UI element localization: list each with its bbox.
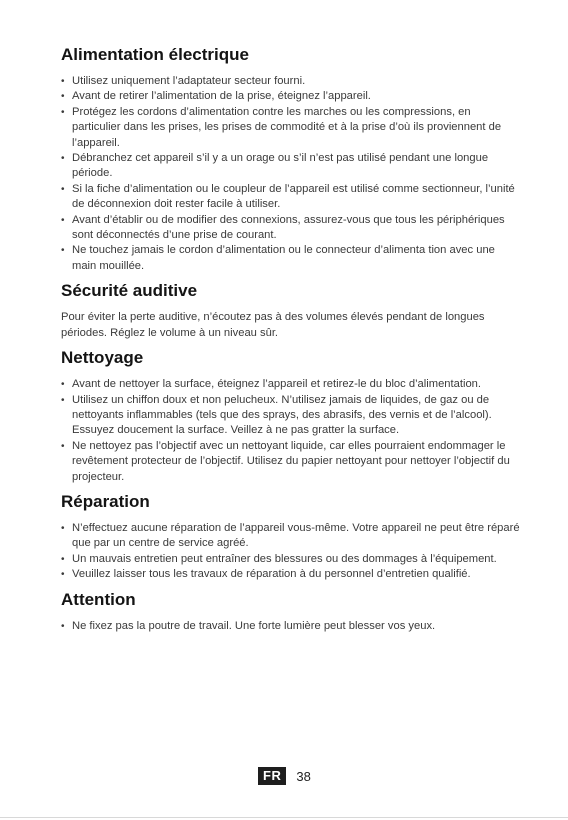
- bullet-list: [61, 74, 521, 274]
- page-number: 38: [296, 768, 311, 784]
- divider: [0, 817, 568, 818]
- section-cleaning: [61, 347, 521, 485]
- section-title: Attention: [61, 589, 136, 609]
- list-item: • Si la fiche d’alimentation ou le coupleur de l’appareil est utilisé comme sectionneur, l’unité de déconnexion doit rester facile à utiliser.: [61, 182, 521, 213]
- list-item: • Avant de retirer l’alimentation de la prise, éteignez l’appareil.: [61, 89, 521, 104]
- section-title: Sécurité auditive: [61, 281, 198, 301]
- language-badge: FR: [258, 767, 286, 785]
- page-footer: [258, 767, 311, 785]
- list-item: • Ne touchez jamais le cordon d’alimentation ou le connecteur d’alimenta tion avec une main mouillée.: [61, 243, 521, 274]
- section-repair: [61, 491, 521, 583]
- list-item: • Avant de nettoyer la surface, éteignez l’appareil et retirez-le du bloc d’alimentation.: [61, 377, 521, 392]
- list-item: • Ne nettoyez pas l’objectif avec un nettoyant liquide, car elles pourraient endommager le revêtement protecteur de l’objectif. Utilisez du papier nettoyant pour nettoyer l’objectif du projecteur.: [61, 439, 521, 485]
- list-item: • Débranchez cet appareil s’il y a un orage ou s’il n’est pas utilisé pendant une longue période.: [61, 151, 521, 182]
- section-title: Réparation: [61, 491, 150, 511]
- document-body: [61, 44, 521, 640]
- section-title: Alimentation électrique: [61, 45, 249, 64]
- section-hearing-safety: [61, 280, 521, 341]
- section-power: [61, 44, 521, 274]
- bullet-list: [61, 619, 521, 634]
- bullet-list: [61, 521, 521, 583]
- list-item: • Veuillez laisser tous les travaux de réparation à du personnel d’entretien qualifié.: [61, 567, 521, 582]
- list-item: • Ne fixez pas la poutre de travail. Une forte lumière peut blesser vos yeux.: [61, 619, 521, 634]
- list-item: • Utilisez uniquement l’adaptateur secteur fourni.: [61, 74, 521, 89]
- list-item: • Utilisez un chiffon doux et non pelucheux. N’utilisez jamais de liquides, de gaz ou de nettoyants inflammables (tels que des sprays, des abrasifs, des vernis et de l’alcool). Essuyez doucement la surface. Veillez à ne pas gratter la surface.: [61, 393, 521, 439]
- section-attention: [61, 589, 521, 634]
- list-item: • Avant d’établir ou de modifier des connexions, assurez-vous que tous les périphériques sont déconnectés d’une prise de courant.: [61, 213, 521, 244]
- section-title: Nettoyage: [61, 348, 144, 368]
- bullet-list: [61, 377, 521, 485]
- section-paragraph: Pour éviter la perte auditive, n’écoutez pas à des volumes élevés pendant de longues périodes. Réglez le volume à un niveau sûr.: [61, 311, 485, 339]
- list-item: • Protégez les cordons d’alimentation contre les marches ou les compressions, en particulier dans les prises, les prises de commodité et à la prise d’où ils proviennent de l’appareil.: [61, 105, 521, 151]
- list-item: • Un mauvais entretien peut entraîner des blessures ou des dommages à l’équipement.: [61, 552, 521, 567]
- list-item: • N’effectuez aucune réparation de l’appareil vous-même. Votre appareil ne peut être réparé que par un centre de service agréé.: [61, 521, 521, 552]
